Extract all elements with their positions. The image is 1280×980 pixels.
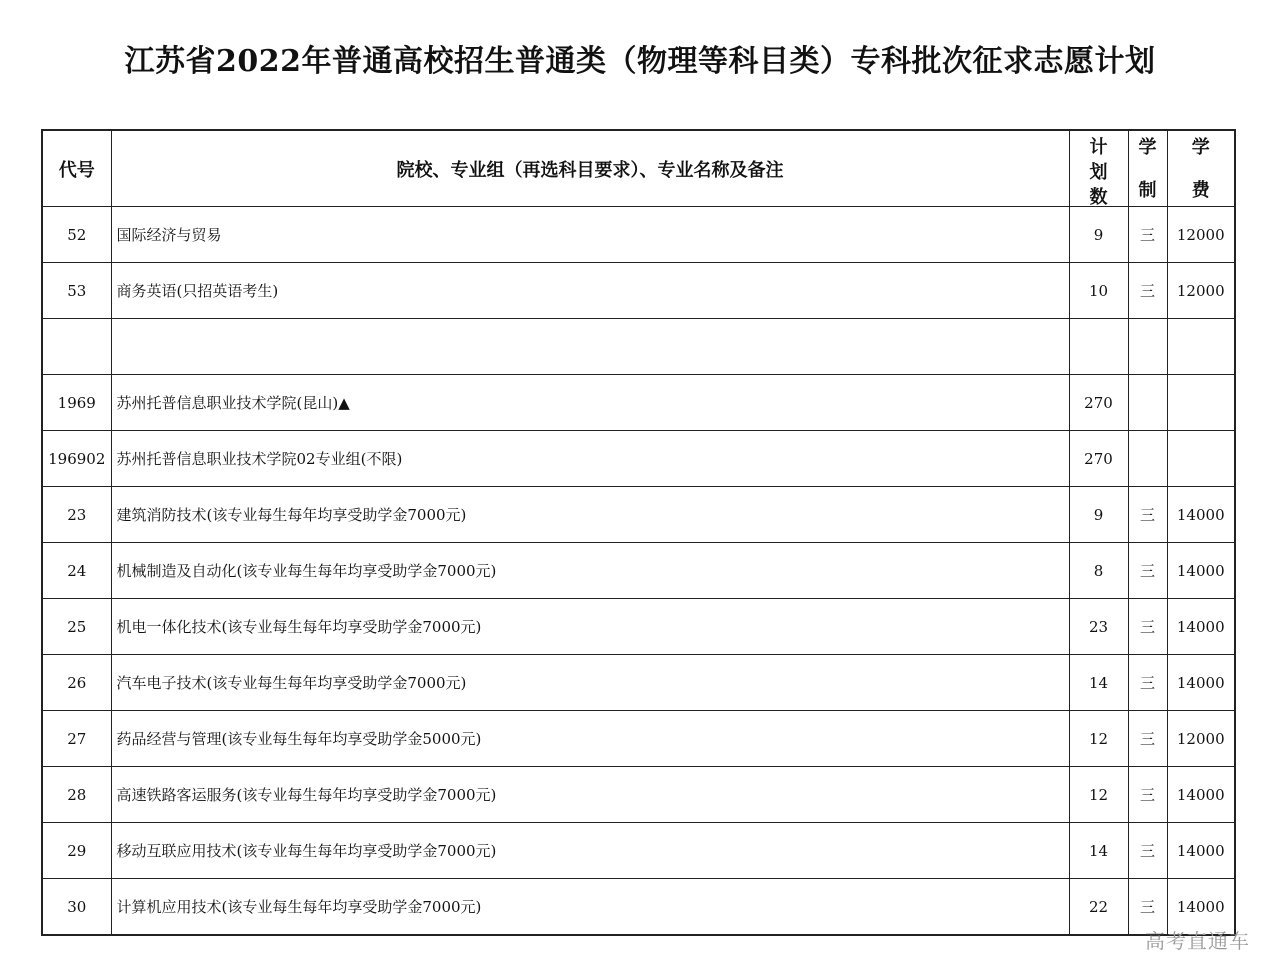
cell-fee: 14000 <box>1167 543 1235 599</box>
table-header <box>42 130 1235 207</box>
cell-duration <box>1128 319 1167 375</box>
cell-duration <box>1128 375 1167 431</box>
cell-plan: 9 <box>1069 207 1128 263</box>
header-duration <box>1128 130 1167 207</box>
table-row-empty <box>42 319 1235 375</box>
cell-name <box>111 319 1069 375</box>
table-row-institution <box>42 375 1235 431</box>
cell-plan: 270 <box>1069 375 1128 431</box>
cell-name: 建筑消防技术(该专业每生每年均享受助学金7000元) <box>111 487 1069 543</box>
cell-name: 商务英语(只招英语考生) <box>111 263 1069 319</box>
cell-code: 25 <box>42 599 111 655</box>
cell-duration: 三 <box>1128 599 1167 655</box>
cell-fee <box>1167 431 1235 487</box>
cell-name: 苏州托普信息职业技术学院02专业组(不限) <box>111 431 1069 487</box>
cell-fee: 14000 <box>1167 487 1235 543</box>
table-row-group <box>42 431 1235 487</box>
table-row <box>42 599 1235 655</box>
cell-plan <box>1069 319 1128 375</box>
cell-duration: 三 <box>1128 263 1167 319</box>
header-name: 院校、专业组（再选科目要求）、专业名称及备注 <box>111 130 1069 207</box>
cell-name: 汽车电子技术(该专业每生每年均享受助学金7000元) <box>111 655 1069 711</box>
header-duration-char: 制 <box>1138 180 1157 201</box>
cell-duration <box>1128 431 1167 487</box>
header-fee-char: 费 <box>1191 180 1210 201</box>
cell-plan: 14 <box>1069 823 1128 879</box>
table-row <box>42 263 1235 319</box>
cell-duration: 三 <box>1128 487 1167 543</box>
header-row <box>42 130 1235 207</box>
cell-code: 23 <box>42 487 111 543</box>
cell-code: 29 <box>42 823 111 879</box>
cell-fee: 14000 <box>1167 767 1235 823</box>
cell-plan: 22 <box>1069 879 1128 936</box>
cell-code: 196902 <box>42 431 111 487</box>
cell-plan: 23 <box>1069 599 1128 655</box>
cell-plan: 8 <box>1069 543 1128 599</box>
cell-plan: 270 <box>1069 431 1128 487</box>
table-row <box>42 879 1235 936</box>
cell-plan: 10 <box>1069 263 1128 319</box>
cell-plan: 14 <box>1069 655 1128 711</box>
table-row <box>42 823 1235 879</box>
cell-fee: 14000 <box>1167 823 1235 879</box>
cell-name: 计算机应用技术(该专业每生每年均享受助学金7000元) <box>111 879 1069 936</box>
enrollment-plan-table <box>41 129 1236 936</box>
header-duration-char: 学 <box>1138 137 1157 158</box>
page-title: 江苏省2022年普通高校招生普通类（物理等科目类）专科批次征求志愿计划 <box>124 44 1156 79</box>
cell-name: 药品经营与管理(该专业每生每年均享受助学金5000元) <box>111 711 1069 767</box>
header-fee-char: 学 <box>1191 137 1210 158</box>
cell-fee: 12000 <box>1167 207 1235 263</box>
cell-code: 27 <box>42 711 111 767</box>
cell-name: 机械制造及自动化(该专业每生每年均享受助学金7000元) <box>111 543 1069 599</box>
cell-code: 52 <box>42 207 111 263</box>
cell-fee: 12000 <box>1167 711 1235 767</box>
header-code: 代号 <box>42 130 111 207</box>
header-plan-char: 计 <box>1089 137 1108 158</box>
table-row <box>42 711 1235 767</box>
cell-name: 移动互联应用技术(该专业每生每年均享受助学金7000元) <box>111 823 1069 879</box>
cell-duration: 三 <box>1128 543 1167 599</box>
header-plan <box>1069 130 1128 207</box>
cell-fee: 14000 <box>1167 655 1235 711</box>
cell-fee: 14000 <box>1167 879 1235 936</box>
table-row <box>42 487 1235 543</box>
cell-plan: 12 <box>1069 767 1128 823</box>
cell-duration: 三 <box>1128 879 1167 936</box>
cell-name: 国际经济与贸易 <box>111 207 1069 263</box>
table-row <box>42 207 1235 263</box>
cell-duration: 三 <box>1128 711 1167 767</box>
cell-code: 1969 <box>42 375 111 431</box>
header-plan-char: 划 <box>1089 162 1108 183</box>
cell-fee: 14000 <box>1167 599 1235 655</box>
cell-code: 53 <box>42 263 111 319</box>
table-row <box>42 767 1235 823</box>
cell-code: 24 <box>42 543 111 599</box>
cell-name: 高速铁路客运服务(该专业每生每年均享受助学金7000元) <box>111 767 1069 823</box>
table-row <box>42 655 1235 711</box>
cell-fee <box>1167 319 1235 375</box>
cell-plan: 9 <box>1069 487 1128 543</box>
cell-name: 机电一体化技术(该专业每生每年均享受助学金7000元) <box>111 599 1069 655</box>
header-plan-char: 数 <box>1089 187 1108 207</box>
cell-name: 苏州托普信息职业技术学院(昆山)▲ <box>111 375 1069 431</box>
cell-code: 28 <box>42 767 111 823</box>
cell-code: 26 <box>42 655 111 711</box>
header-fee <box>1167 130 1235 207</box>
cell-code: 30 <box>42 879 111 936</box>
cell-duration: 三 <box>1128 823 1167 879</box>
watermark: 高考直通车 <box>1145 929 1250 953</box>
cell-duration: 三 <box>1128 207 1167 263</box>
cell-duration: 三 <box>1128 767 1167 823</box>
table-row <box>42 543 1235 599</box>
cell-fee <box>1167 375 1235 431</box>
cell-duration: 三 <box>1128 655 1167 711</box>
table-body <box>42 207 1235 936</box>
cell-code <box>42 319 111 375</box>
cell-plan: 12 <box>1069 711 1128 767</box>
cell-fee: 12000 <box>1167 263 1235 319</box>
